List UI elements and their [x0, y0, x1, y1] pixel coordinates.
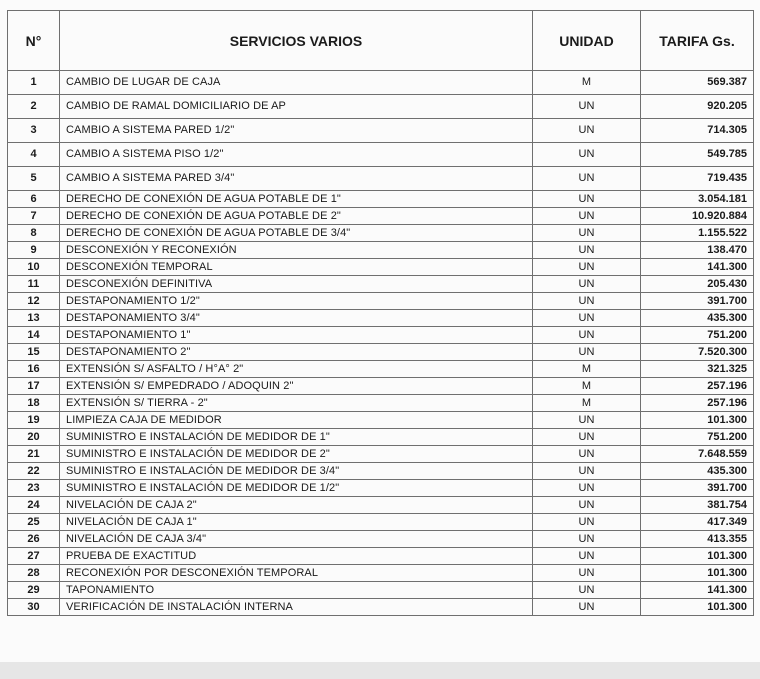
tariff-value: 751.200: [641, 429, 754, 446]
table-row: [8, 446, 754, 463]
service-name: CAMBIO A SISTEMA PARED 1/2": [60, 119, 533, 143]
service-name: EXTENSIÓN S/ EMPEDRADO / ADOQUIN 2": [60, 378, 533, 395]
row-number: 13: [8, 310, 60, 327]
unit: UN: [533, 167, 641, 191]
row-number: 30: [8, 599, 60, 616]
tariff-value: 435.300: [641, 310, 754, 327]
unit: UN: [533, 548, 641, 565]
tariff-value: 138.470: [641, 242, 754, 259]
row-number: 14: [8, 327, 60, 344]
unit: UN: [533, 344, 641, 361]
table-row: [8, 293, 754, 310]
unit: UN: [533, 412, 641, 429]
table-row: [8, 167, 754, 191]
tariff-value: 714.305: [641, 119, 754, 143]
unit: UN: [533, 446, 641, 463]
row-number: 15: [8, 344, 60, 361]
unit: UN: [533, 327, 641, 344]
unit: M: [533, 361, 641, 378]
unit: UN: [533, 599, 641, 616]
tariff-value: 569.387: [641, 71, 754, 95]
tariff-value: 719.435: [641, 167, 754, 191]
table-row: [8, 361, 754, 378]
unit: UN: [533, 208, 641, 225]
row-number: 11: [8, 276, 60, 293]
service-name: DERECHO DE CONEXIÓN DE AGUA POTABLE DE 2": [60, 208, 533, 225]
tariff-value: 141.300: [641, 582, 754, 599]
row-number: 23: [8, 480, 60, 497]
service-name: EXTENSIÓN S/ TIERRA - 2": [60, 395, 533, 412]
row-number: 26: [8, 531, 60, 548]
row-number: 16: [8, 361, 60, 378]
tariff-value: 3.054.181: [641, 191, 754, 208]
row-number: 12: [8, 293, 60, 310]
service-name: DESTAPONAMIENTO 2": [60, 344, 533, 361]
unit: UN: [533, 429, 641, 446]
unit: UN: [533, 95, 641, 119]
unit: UN: [533, 119, 641, 143]
row-number: 5: [8, 167, 60, 191]
service-name: EXTENSIÓN S/ ASFALTO / H°A° 2": [60, 361, 533, 378]
tariff-value: 391.700: [641, 293, 754, 310]
table-row: [8, 344, 754, 361]
unit: UN: [533, 191, 641, 208]
row-number: 4: [8, 143, 60, 167]
row-number: 29: [8, 582, 60, 599]
table-row: [8, 429, 754, 446]
row-number: 17: [8, 378, 60, 395]
header-unit: UNIDAD: [533, 11, 641, 71]
service-name: DESCONEXIÓN TEMPORAL: [60, 259, 533, 276]
service-name: DESTAPONAMIENTO 1": [60, 327, 533, 344]
tariff-value: 101.300: [641, 599, 754, 616]
table-row: [8, 395, 754, 412]
table-row: [8, 582, 754, 599]
unit: M: [533, 395, 641, 412]
unit: M: [533, 71, 641, 95]
row-number: 18: [8, 395, 60, 412]
table-row: [8, 95, 754, 119]
table-row: [8, 276, 754, 293]
row-number: 2: [8, 95, 60, 119]
tariff-value: 1.155.522: [641, 225, 754, 242]
unit: M: [533, 378, 641, 395]
service-name: TAPONAMIENTO: [60, 582, 533, 599]
bottom-margin: [0, 662, 760, 679]
unit: UN: [533, 531, 641, 548]
table-row: [8, 191, 754, 208]
unit: UN: [533, 225, 641, 242]
row-number: 10: [8, 259, 60, 276]
table-row: [8, 310, 754, 327]
table-row: [8, 514, 754, 531]
table-row: [8, 548, 754, 565]
row-number: 25: [8, 514, 60, 531]
table-row: [8, 480, 754, 497]
row-number: 9: [8, 242, 60, 259]
tariff-value: 7.648.559: [641, 446, 754, 463]
unit: UN: [533, 310, 641, 327]
service-name: LIMPIEZA CAJA DE MEDIDOR: [60, 412, 533, 429]
table-row: [8, 71, 754, 95]
service-name: NIVELACIÓN DE CAJA 1": [60, 514, 533, 531]
unit: UN: [533, 276, 641, 293]
unit: UN: [533, 242, 641, 259]
service-name: DESCONEXIÓN DEFINITIVA: [60, 276, 533, 293]
row-number: 19: [8, 412, 60, 429]
service-name: DESTAPONAMIENTO 3/4": [60, 310, 533, 327]
unit: UN: [533, 143, 641, 167]
unit: UN: [533, 293, 641, 310]
service-name: SUMINISTRO E INSTALACIÓN DE MEDIDOR DE 2": [60, 446, 533, 463]
tariff-value: 391.700: [641, 480, 754, 497]
service-name: PRUEBA DE EXACTITUD: [60, 548, 533, 565]
table-row: [8, 599, 754, 616]
tariff-value: 381.754: [641, 497, 754, 514]
service-name: CAMBIO A SISTEMA PISO 1/2": [60, 143, 533, 167]
unit: UN: [533, 565, 641, 582]
tariff-value: 101.300: [641, 565, 754, 582]
tariff-value: 920.205: [641, 95, 754, 119]
tariff-value: 205.430: [641, 276, 754, 293]
tariff-value: 321.325: [641, 361, 754, 378]
service-name: DESCONEXIÓN Y RECONEXIÓN: [60, 242, 533, 259]
row-number: 6: [8, 191, 60, 208]
tariff-value: 257.196: [641, 378, 754, 395]
row-number: 21: [8, 446, 60, 463]
service-name: CAMBIO DE RAMAL DOMICILIARIO DE AP: [60, 95, 533, 119]
row-number: 24: [8, 497, 60, 514]
table-row: [8, 119, 754, 143]
unit: UN: [533, 582, 641, 599]
header-tariff: TARIFA Gs.: [641, 11, 754, 71]
row-number: 28: [8, 565, 60, 582]
service-name: SUMINISTRO E INSTALACIÓN DE MEDIDOR DE 1": [60, 429, 533, 446]
table-row: [8, 463, 754, 480]
service-name: SUMINISTRO E INSTALACIÓN DE MEDIDOR DE 1/2": [60, 480, 533, 497]
service-name: VERIFICACIÓN DE INSTALACIÓN INTERNA: [60, 599, 533, 616]
row-number: 22: [8, 463, 60, 480]
table-row: [8, 208, 754, 225]
table-header: [8, 11, 754, 71]
service-name: NIVELACIÓN DE CAJA 2": [60, 497, 533, 514]
unit: UN: [533, 259, 641, 276]
table-row: [8, 143, 754, 167]
tariff-value: 413.355: [641, 531, 754, 548]
row-number: 27: [8, 548, 60, 565]
table-row: [8, 327, 754, 344]
tariff-value: 751.200: [641, 327, 754, 344]
table-row: [8, 412, 754, 429]
table-row: [8, 225, 754, 242]
service-name: DERECHO DE CONEXIÓN DE AGUA POTABLE DE 1": [60, 191, 533, 208]
tariff-value: 549.785: [641, 143, 754, 167]
service-name: CAMBIO DE LUGAR DE CAJA: [60, 71, 533, 95]
table-body: [8, 71, 754, 616]
table-row: [8, 259, 754, 276]
service-name: RECONEXIÓN POR DESCONEXIÓN TEMPORAL: [60, 565, 533, 582]
row-number: 3: [8, 119, 60, 143]
service-name: DERECHO DE CONEXIÓN DE AGUA POTABLE DE 3/4": [60, 225, 533, 242]
table-row: [8, 378, 754, 395]
tariff-value: 7.520.300: [641, 344, 754, 361]
tariff-value: 257.196: [641, 395, 754, 412]
tariff-value: 141.300: [641, 259, 754, 276]
header-service: SERVICIOS VARIOS: [60, 11, 533, 71]
row-number: 20: [8, 429, 60, 446]
header-row: [8, 11, 754, 71]
tariff-value: 101.300: [641, 412, 754, 429]
row-number: 7: [8, 208, 60, 225]
table-row: [8, 531, 754, 548]
tariff-value: 417.349: [641, 514, 754, 531]
table-row: [8, 242, 754, 259]
unit: UN: [533, 514, 641, 531]
header-number: N°: [8, 11, 60, 71]
unit: UN: [533, 497, 641, 514]
row-number: 1: [8, 71, 60, 95]
tariff-value: 10.920.884: [641, 208, 754, 225]
tariff-table: [7, 10, 754, 616]
row-number: 8: [8, 225, 60, 242]
tariff-value: 101.300: [641, 548, 754, 565]
table-row: [8, 565, 754, 582]
service-name: NIVELACIÓN DE CAJA 3/4": [60, 531, 533, 548]
service-name: SUMINISTRO E INSTALACIÓN DE MEDIDOR DE 3/4": [60, 463, 533, 480]
unit: UN: [533, 480, 641, 497]
service-name: CAMBIO A SISTEMA PARED 3/4": [60, 167, 533, 191]
service-name: DESTAPONAMIENTO 1/2": [60, 293, 533, 310]
unit: UN: [533, 463, 641, 480]
table-row: [8, 497, 754, 514]
tariff-value: 435.300: [641, 463, 754, 480]
